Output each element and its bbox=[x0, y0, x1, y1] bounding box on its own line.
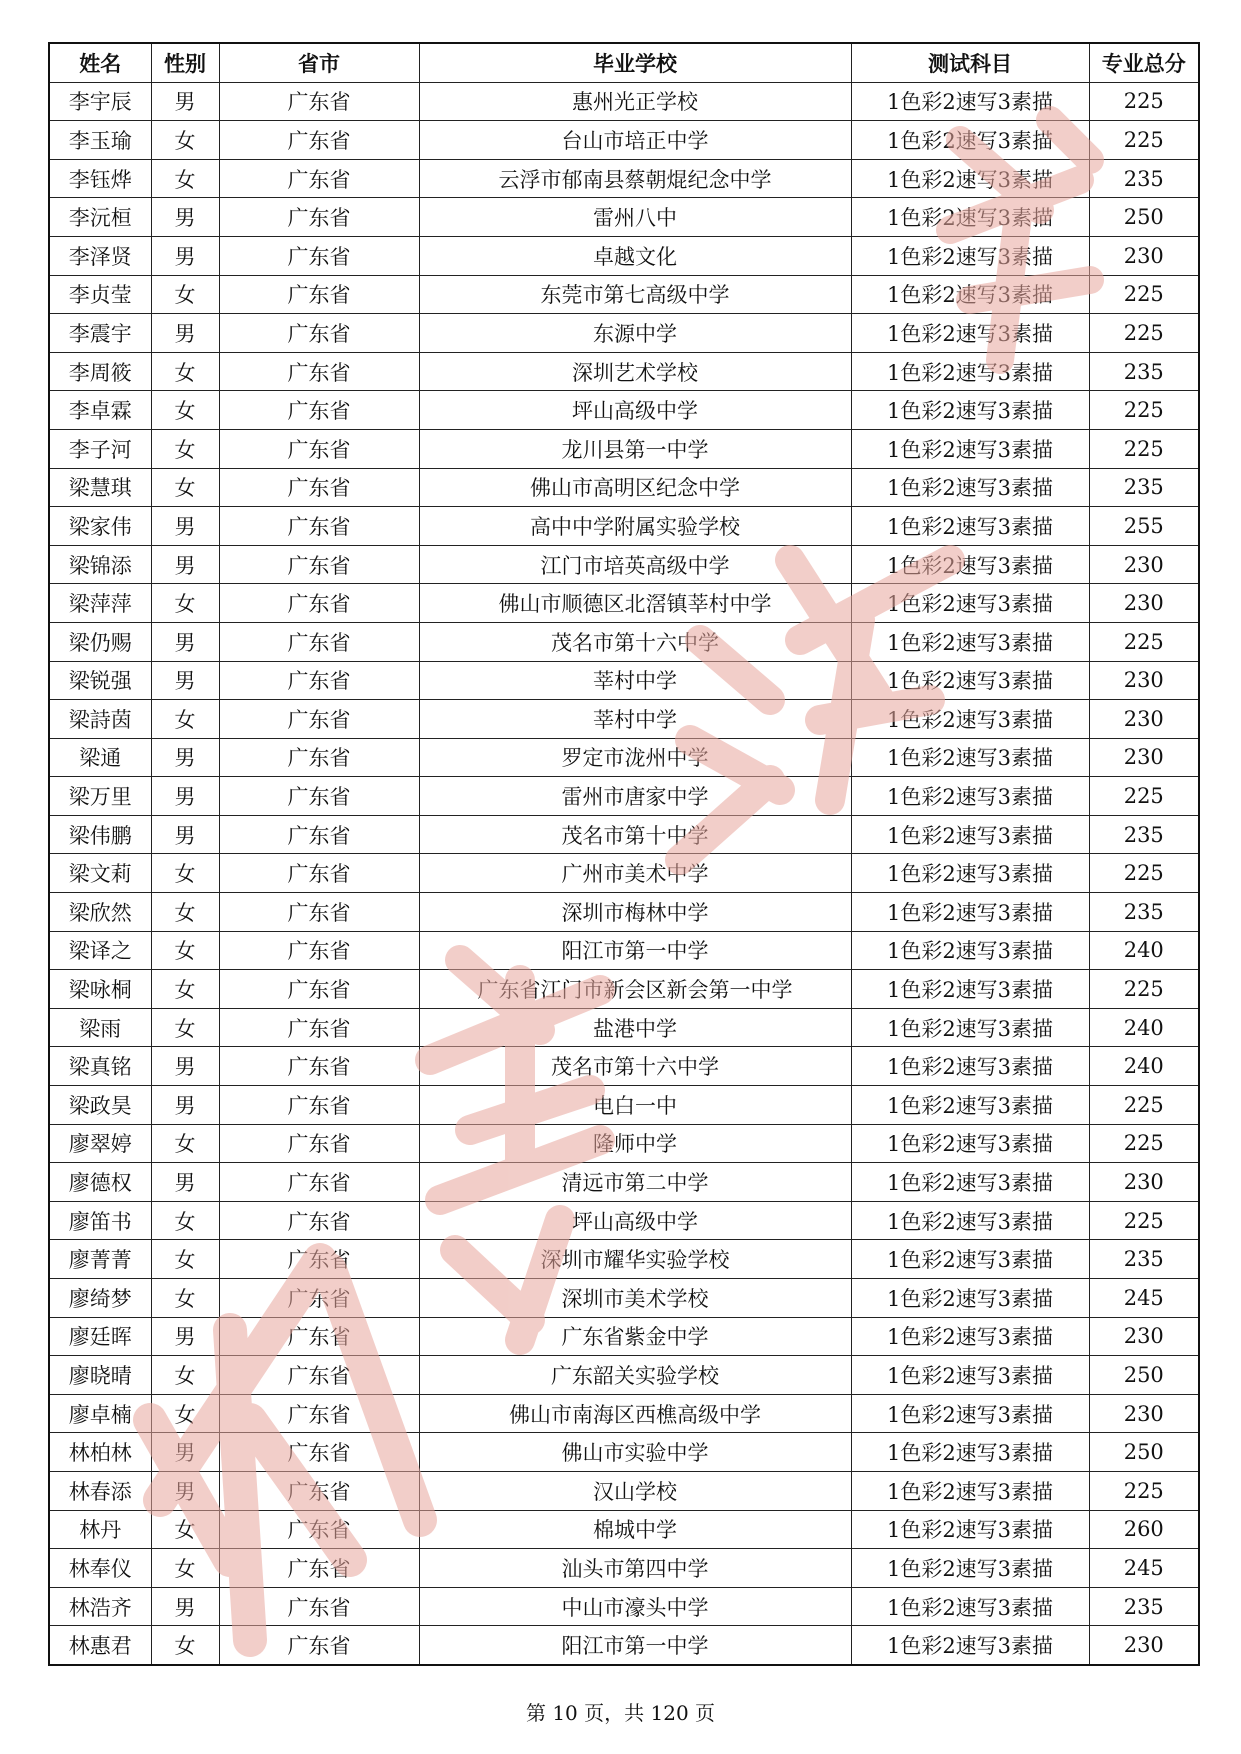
score-cell: 225 bbox=[1089, 82, 1199, 121]
table-row bbox=[49, 391, 1199, 430]
table-row bbox=[49, 893, 1199, 932]
table-row bbox=[49, 661, 1199, 700]
table-row bbox=[49, 1549, 1199, 1588]
school-cell: 阳江市第一中学 bbox=[419, 931, 851, 970]
header-row bbox=[49, 43, 1199, 82]
province-cell: 广东省 bbox=[219, 468, 419, 507]
score-cell: 235 bbox=[1089, 1240, 1199, 1279]
subjects-cell: 1色彩2速写3素描 bbox=[851, 622, 1089, 661]
school-cell: 龙川县第一中学 bbox=[419, 429, 851, 468]
province-cell: 广东省 bbox=[219, 1124, 419, 1163]
table-row bbox=[49, 198, 1199, 237]
gender-cell: 女 bbox=[151, 584, 219, 623]
score-cell: 230 bbox=[1089, 661, 1199, 700]
gender-cell: 男 bbox=[151, 1433, 219, 1472]
school-cell: 电白一中 bbox=[419, 1086, 851, 1125]
name-cell: 梁雨 bbox=[49, 1008, 151, 1047]
roster-table bbox=[48, 42, 1200, 1666]
table-row bbox=[49, 352, 1199, 391]
table-row bbox=[49, 815, 1199, 854]
table-row bbox=[49, 931, 1199, 970]
score-cell: 230 bbox=[1089, 1626, 1199, 1665]
province-cell: 广东省 bbox=[219, 1008, 419, 1047]
score-cell: 235 bbox=[1089, 815, 1199, 854]
name-cell: 李钰烨 bbox=[49, 159, 151, 198]
school-cell: 莘村中学 bbox=[419, 700, 851, 739]
gender-cell: 女 bbox=[151, 1356, 219, 1395]
province-cell: 广东省 bbox=[219, 622, 419, 661]
score-cell: 225 bbox=[1089, 314, 1199, 353]
name-cell: 李宇辰 bbox=[49, 82, 151, 121]
gender-cell: 男 bbox=[151, 661, 219, 700]
school-cell: 坪山高级中学 bbox=[419, 1201, 851, 1240]
score-cell: 240 bbox=[1089, 931, 1199, 970]
table-row bbox=[49, 82, 1199, 121]
gender-cell: 女 bbox=[151, 970, 219, 1009]
gender-cell: 女 bbox=[151, 931, 219, 970]
table-row bbox=[49, 1471, 1199, 1510]
subjects-cell: 1色彩2速写3素描 bbox=[851, 1587, 1089, 1626]
name-cell: 梁译之 bbox=[49, 931, 151, 970]
name-cell: 梁万里 bbox=[49, 777, 151, 816]
score-cell: 230 bbox=[1089, 1163, 1199, 1202]
gender-cell: 女 bbox=[151, 1201, 219, 1240]
province-cell: 广东省 bbox=[219, 545, 419, 584]
table-row bbox=[49, 1124, 1199, 1163]
gender-cell: 女 bbox=[151, 275, 219, 314]
table-row bbox=[49, 1433, 1199, 1472]
school-cell: 惠州光正学校 bbox=[419, 82, 851, 121]
province-cell: 广东省 bbox=[219, 1587, 419, 1626]
score-cell: 225 bbox=[1089, 1471, 1199, 1510]
table-row bbox=[49, 1008, 1199, 1047]
gender-cell: 女 bbox=[151, 700, 219, 739]
header-province: 省市 bbox=[219, 43, 419, 82]
school-cell: 深圳市美术学校 bbox=[419, 1279, 851, 1318]
school-cell: 佛山市实验中学 bbox=[419, 1433, 851, 1472]
province-cell: 广东省 bbox=[219, 1047, 419, 1086]
score-cell: 230 bbox=[1089, 1317, 1199, 1356]
province-cell: 广东省 bbox=[219, 1510, 419, 1549]
gender-cell: 女 bbox=[151, 429, 219, 468]
name-cell: 梁仍赐 bbox=[49, 622, 151, 661]
name-cell: 李泽贤 bbox=[49, 236, 151, 275]
gender-cell: 女 bbox=[151, 1279, 219, 1318]
score-cell: 225 bbox=[1089, 1124, 1199, 1163]
school-cell: 隆师中学 bbox=[419, 1124, 851, 1163]
gender-cell: 男 bbox=[151, 1047, 219, 1086]
name-cell: 廖菁菁 bbox=[49, 1240, 151, 1279]
name-cell: 梁锦添 bbox=[49, 545, 151, 584]
school-cell: 东源中学 bbox=[419, 314, 851, 353]
subjects-cell: 1色彩2速写3素描 bbox=[851, 121, 1089, 160]
school-cell: 佛山市顺德区北滘镇莘村中学 bbox=[419, 584, 851, 623]
school-cell: 茂名市第十六中学 bbox=[419, 1047, 851, 1086]
name-cell: 林惠君 bbox=[49, 1626, 151, 1665]
province-cell: 广东省 bbox=[219, 391, 419, 430]
province-cell: 广东省 bbox=[219, 854, 419, 893]
name-cell: 李周筱 bbox=[49, 352, 151, 391]
school-cell: 坪山高级中学 bbox=[419, 391, 851, 430]
header-school: 毕业学校 bbox=[419, 43, 851, 82]
school-cell: 广东省江门市新会区新会第一中学 bbox=[419, 970, 851, 1009]
province-cell: 广东省 bbox=[219, 1317, 419, 1356]
name-cell: 林浩齐 bbox=[49, 1587, 151, 1626]
name-cell: 廖绮梦 bbox=[49, 1279, 151, 1318]
gender-cell: 男 bbox=[151, 198, 219, 237]
school-cell: 广州市美术中学 bbox=[419, 854, 851, 893]
subjects-cell: 1色彩2速写3素描 bbox=[851, 1240, 1089, 1279]
school-cell: 深圳市梅林中学 bbox=[419, 893, 851, 932]
table-row bbox=[49, 622, 1199, 661]
province-cell: 广东省 bbox=[219, 82, 419, 121]
subjects-cell: 1色彩2速写3素描 bbox=[851, 198, 1089, 237]
gender-cell: 女 bbox=[151, 468, 219, 507]
table-row bbox=[49, 1394, 1199, 1433]
gender-cell: 男 bbox=[151, 236, 219, 275]
school-cell: 茂名市第十六中学 bbox=[419, 622, 851, 661]
subjects-cell: 1色彩2速写3素描 bbox=[851, 1626, 1089, 1665]
gender-cell: 男 bbox=[151, 622, 219, 661]
gender-cell: 女 bbox=[151, 1394, 219, 1433]
table-row bbox=[49, 738, 1199, 777]
subjects-cell: 1色彩2速写3素描 bbox=[851, 854, 1089, 893]
gender-cell: 女 bbox=[151, 1124, 219, 1163]
name-cell: 廖笛书 bbox=[49, 1201, 151, 1240]
name-cell: 梁咏桐 bbox=[49, 970, 151, 1009]
subjects-cell: 1色彩2速写3素描 bbox=[851, 1163, 1089, 1202]
table-row bbox=[49, 854, 1199, 893]
province-cell: 广东省 bbox=[219, 584, 419, 623]
name-cell: 廖廷晖 bbox=[49, 1317, 151, 1356]
province-cell: 广东省 bbox=[219, 1086, 419, 1125]
subjects-cell: 1色彩2速写3素描 bbox=[851, 1394, 1089, 1433]
table-row bbox=[49, 777, 1199, 816]
table-row bbox=[49, 1163, 1199, 1202]
gender-cell: 男 bbox=[151, 815, 219, 854]
gender-cell: 男 bbox=[151, 507, 219, 546]
name-cell: 林丹 bbox=[49, 1510, 151, 1549]
name-cell: 梁萍萍 bbox=[49, 584, 151, 623]
school-cell: 江门市培英高级中学 bbox=[419, 545, 851, 584]
table-row bbox=[49, 1240, 1199, 1279]
school-cell: 广东省紫金中学 bbox=[419, 1317, 851, 1356]
name-cell: 廖德权 bbox=[49, 1163, 151, 1202]
table-row bbox=[49, 314, 1199, 353]
gender-cell: 男 bbox=[151, 738, 219, 777]
gender-cell: 女 bbox=[151, 121, 219, 160]
province-cell: 广东省 bbox=[219, 738, 419, 777]
subjects-cell: 1色彩2速写3素描 bbox=[851, 661, 1089, 700]
subjects-cell: 1色彩2速写3素描 bbox=[851, 236, 1089, 275]
school-cell: 雷州市唐家中学 bbox=[419, 777, 851, 816]
score-cell: 250 bbox=[1089, 1433, 1199, 1472]
province-cell: 广东省 bbox=[219, 1201, 419, 1240]
subjects-cell: 1色彩2速写3素描 bbox=[851, 468, 1089, 507]
score-cell: 255 bbox=[1089, 507, 1199, 546]
gender-cell: 女 bbox=[151, 854, 219, 893]
subjects-cell: 1色彩2速写3素描 bbox=[851, 1008, 1089, 1047]
subjects-cell: 1色彩2速写3素描 bbox=[851, 1356, 1089, 1395]
name-cell: 林柏林 bbox=[49, 1433, 151, 1472]
subjects-cell: 1色彩2速写3素描 bbox=[851, 545, 1089, 584]
score-cell: 230 bbox=[1089, 236, 1199, 275]
school-cell: 盐港中学 bbox=[419, 1008, 851, 1047]
score-cell: 225 bbox=[1089, 275, 1199, 314]
province-cell: 广东省 bbox=[219, 1626, 419, 1665]
province-cell: 广东省 bbox=[219, 159, 419, 198]
subjects-cell: 1色彩2速写3素描 bbox=[851, 429, 1089, 468]
province-cell: 广东省 bbox=[219, 1279, 419, 1318]
subjects-cell: 1色彩2速写3素描 bbox=[851, 1047, 1089, 1086]
province-cell: 广东省 bbox=[219, 507, 419, 546]
province-cell: 广东省 bbox=[219, 700, 419, 739]
name-cell: 林奉仪 bbox=[49, 1549, 151, 1588]
table-row bbox=[49, 1279, 1199, 1318]
name-cell: 梁家伟 bbox=[49, 507, 151, 546]
subjects-cell: 1色彩2速写3素描 bbox=[851, 1317, 1089, 1356]
table-row bbox=[49, 507, 1199, 546]
subjects-cell: 1色彩2速写3素描 bbox=[851, 584, 1089, 623]
school-cell: 罗定市泷州中学 bbox=[419, 738, 851, 777]
province-cell: 广东省 bbox=[219, 1163, 419, 1202]
score-cell: 245 bbox=[1089, 1279, 1199, 1318]
gender-cell: 男 bbox=[151, 1471, 219, 1510]
score-cell: 260 bbox=[1089, 1510, 1199, 1549]
subjects-cell: 1色彩2速写3素描 bbox=[851, 777, 1089, 816]
score-cell: 225 bbox=[1089, 854, 1199, 893]
score-cell: 235 bbox=[1089, 468, 1199, 507]
score-cell: 230 bbox=[1089, 545, 1199, 584]
name-cell: 李卓霖 bbox=[49, 391, 151, 430]
header-subjects: 测试科目 bbox=[851, 43, 1089, 82]
school-cell: 棉城中学 bbox=[419, 1510, 851, 1549]
name-cell: 李震宇 bbox=[49, 314, 151, 353]
score-cell: 230 bbox=[1089, 1394, 1199, 1433]
school-cell: 广东韶关实验学校 bbox=[419, 1356, 851, 1395]
subjects-cell: 1色彩2速写3素描 bbox=[851, 352, 1089, 391]
gender-cell: 男 bbox=[151, 1163, 219, 1202]
table-row bbox=[49, 700, 1199, 739]
province-cell: 广东省 bbox=[219, 352, 419, 391]
subjects-cell: 1色彩2速写3素描 bbox=[851, 738, 1089, 777]
header-gender: 性别 bbox=[151, 43, 219, 82]
school-cell: 汉山学校 bbox=[419, 1471, 851, 1510]
subjects-cell: 1色彩2速写3素描 bbox=[851, 931, 1089, 970]
subjects-cell: 1色彩2速写3素描 bbox=[851, 1201, 1089, 1240]
school-cell: 台山市培正中学 bbox=[419, 121, 851, 160]
table-row bbox=[49, 1510, 1199, 1549]
subjects-cell: 1色彩2速写3素描 bbox=[851, 82, 1089, 121]
score-cell: 235 bbox=[1089, 159, 1199, 198]
school-cell: 高中中学附属实验学校 bbox=[419, 507, 851, 546]
province-cell: 广东省 bbox=[219, 121, 419, 160]
gender-cell: 男 bbox=[151, 1317, 219, 1356]
name-cell: 廖晓晴 bbox=[49, 1356, 151, 1395]
subjects-cell: 1色彩2速写3素描 bbox=[851, 1279, 1089, 1318]
table-row bbox=[49, 1356, 1199, 1395]
name-cell: 李沅桓 bbox=[49, 198, 151, 237]
name-cell: 梁政昊 bbox=[49, 1086, 151, 1125]
subjects-cell: 1色彩2速写3素描 bbox=[851, 507, 1089, 546]
subjects-cell: 1色彩2速写3素描 bbox=[851, 1086, 1089, 1125]
school-cell: 雷州八中 bbox=[419, 198, 851, 237]
school-cell: 东莞市第七高级中学 bbox=[419, 275, 851, 314]
gender-cell: 男 bbox=[151, 314, 219, 353]
gender-cell: 女 bbox=[151, 1510, 219, 1549]
name-cell: 廖卓楠 bbox=[49, 1394, 151, 1433]
gender-cell: 女 bbox=[151, 1008, 219, 1047]
score-cell: 250 bbox=[1089, 198, 1199, 237]
score-cell: 235 bbox=[1089, 893, 1199, 932]
name-cell: 梁锐强 bbox=[49, 661, 151, 700]
school-cell: 汕头市第四中学 bbox=[419, 1549, 851, 1588]
table-row bbox=[49, 236, 1199, 275]
subjects-cell: 1色彩2速写3素描 bbox=[851, 1510, 1089, 1549]
province-cell: 广东省 bbox=[219, 815, 419, 854]
school-cell: 云浮市郁南县蔡朝焜纪念中学 bbox=[419, 159, 851, 198]
gender-cell: 女 bbox=[151, 391, 219, 430]
province-cell: 广东省 bbox=[219, 661, 419, 700]
score-cell: 245 bbox=[1089, 1549, 1199, 1588]
table-row bbox=[49, 584, 1199, 623]
score-cell: 230 bbox=[1089, 584, 1199, 623]
province-cell: 广东省 bbox=[219, 1240, 419, 1279]
subjects-cell: 1色彩2速写3素描 bbox=[851, 970, 1089, 1009]
province-cell: 广东省 bbox=[219, 1394, 419, 1433]
province-cell: 广东省 bbox=[219, 1549, 419, 1588]
gender-cell: 女 bbox=[151, 159, 219, 198]
gender-cell: 女 bbox=[151, 893, 219, 932]
name-cell: 李贞莹 bbox=[49, 275, 151, 314]
table-row bbox=[49, 159, 1199, 198]
province-cell: 广东省 bbox=[219, 1471, 419, 1510]
gender-cell: 男 bbox=[151, 1086, 219, 1125]
score-cell: 225 bbox=[1089, 777, 1199, 816]
subjects-cell: 1色彩2速写3素描 bbox=[851, 1433, 1089, 1472]
name-cell: 梁通 bbox=[49, 738, 151, 777]
school-cell: 中山市濠头中学 bbox=[419, 1587, 851, 1626]
score-cell: 240 bbox=[1089, 1008, 1199, 1047]
score-cell: 225 bbox=[1089, 622, 1199, 661]
province-cell: 广东省 bbox=[219, 931, 419, 970]
subjects-cell: 1色彩2速写3素描 bbox=[851, 1471, 1089, 1510]
score-cell: 225 bbox=[1089, 1086, 1199, 1125]
score-cell: 235 bbox=[1089, 352, 1199, 391]
subjects-cell: 1色彩2速写3素描 bbox=[851, 815, 1089, 854]
province-cell: 广东省 bbox=[219, 893, 419, 932]
subjects-cell: 1色彩2速写3素描 bbox=[851, 314, 1089, 353]
name-cell: 梁伟鹏 bbox=[49, 815, 151, 854]
school-cell: 深圳市耀华实验学校 bbox=[419, 1240, 851, 1279]
table-row bbox=[49, 545, 1199, 584]
gender-cell: 男 bbox=[151, 777, 219, 816]
province-cell: 广东省 bbox=[219, 970, 419, 1009]
table-row bbox=[49, 1086, 1199, 1125]
score-cell: 225 bbox=[1089, 429, 1199, 468]
name-cell: 梁真铭 bbox=[49, 1047, 151, 1086]
subjects-cell: 1色彩2速写3素描 bbox=[851, 893, 1089, 932]
subjects-cell: 1色彩2速写3素描 bbox=[851, 275, 1089, 314]
subjects-cell: 1色彩2速写3素描 bbox=[851, 700, 1089, 739]
score-cell: 225 bbox=[1089, 970, 1199, 1009]
subjects-cell: 1色彩2速写3素描 bbox=[851, 391, 1089, 430]
score-cell: 230 bbox=[1089, 738, 1199, 777]
name-cell: 林春添 bbox=[49, 1471, 151, 1510]
score-cell: 230 bbox=[1089, 700, 1199, 739]
subjects-cell: 1色彩2速写3素描 bbox=[851, 159, 1089, 198]
table-row bbox=[49, 429, 1199, 468]
school-cell: 深圳艺术学校 bbox=[419, 352, 851, 391]
province-cell: 广东省 bbox=[219, 198, 419, 237]
name-cell: 梁詩茵 bbox=[49, 700, 151, 739]
gender-cell: 女 bbox=[151, 1240, 219, 1279]
score-cell: 225 bbox=[1089, 1201, 1199, 1240]
score-cell: 240 bbox=[1089, 1047, 1199, 1086]
school-cell: 莘村中学 bbox=[419, 661, 851, 700]
table-row bbox=[49, 468, 1199, 507]
school-cell: 佛山市高明区纪念中学 bbox=[419, 468, 851, 507]
name-cell: 梁慧琪 bbox=[49, 468, 151, 507]
header-name: 姓名 bbox=[49, 43, 151, 82]
school-cell: 清远市第二中学 bbox=[419, 1163, 851, 1202]
gender-cell: 男 bbox=[151, 82, 219, 121]
province-cell: 广东省 bbox=[219, 275, 419, 314]
table-row bbox=[49, 1626, 1199, 1665]
table-row bbox=[49, 1201, 1199, 1240]
subjects-cell: 1色彩2速写3素描 bbox=[851, 1549, 1089, 1588]
score-cell: 225 bbox=[1089, 391, 1199, 430]
name-cell: 廖翠婷 bbox=[49, 1124, 151, 1163]
gender-cell: 男 bbox=[151, 1587, 219, 1626]
school-cell: 茂名市第十中学 bbox=[419, 815, 851, 854]
gender-cell: 男 bbox=[151, 545, 219, 584]
name-cell: 梁欣然 bbox=[49, 893, 151, 932]
page-number: 第 10 页，共 120 页 bbox=[525, 1701, 716, 1725]
province-cell: 广东省 bbox=[219, 777, 419, 816]
table-row bbox=[49, 970, 1199, 1009]
province-cell: 广东省 bbox=[219, 314, 419, 353]
name-cell: 梁文莉 bbox=[49, 854, 151, 893]
gender-cell: 女 bbox=[151, 1626, 219, 1665]
score-cell: 235 bbox=[1089, 1587, 1199, 1626]
table-body bbox=[49, 82, 1199, 1665]
name-cell: 李子河 bbox=[49, 429, 151, 468]
school-cell: 阳江市第一中学 bbox=[419, 1626, 851, 1665]
header-score: 专业总分 bbox=[1089, 43, 1199, 82]
table-row bbox=[49, 121, 1199, 160]
school-cell: 卓越文化 bbox=[419, 236, 851, 275]
table-row bbox=[49, 1317, 1199, 1356]
province-cell: 广东省 bbox=[219, 1433, 419, 1472]
name-cell: 李玉瑜 bbox=[49, 121, 151, 160]
province-cell: 广东省 bbox=[219, 1356, 419, 1395]
gender-cell: 女 bbox=[151, 1549, 219, 1588]
gender-cell: 女 bbox=[151, 352, 219, 391]
province-cell: 广东省 bbox=[219, 429, 419, 468]
table-row bbox=[49, 1587, 1199, 1626]
subjects-cell: 1色彩2速写3素描 bbox=[851, 1124, 1089, 1163]
table-row bbox=[49, 1047, 1199, 1086]
table-row bbox=[49, 275, 1199, 314]
school-cell: 佛山市南海区西樵高级中学 bbox=[419, 1394, 851, 1433]
score-cell: 250 bbox=[1089, 1356, 1199, 1395]
province-cell: 广东省 bbox=[219, 236, 419, 275]
score-cell: 225 bbox=[1089, 121, 1199, 160]
